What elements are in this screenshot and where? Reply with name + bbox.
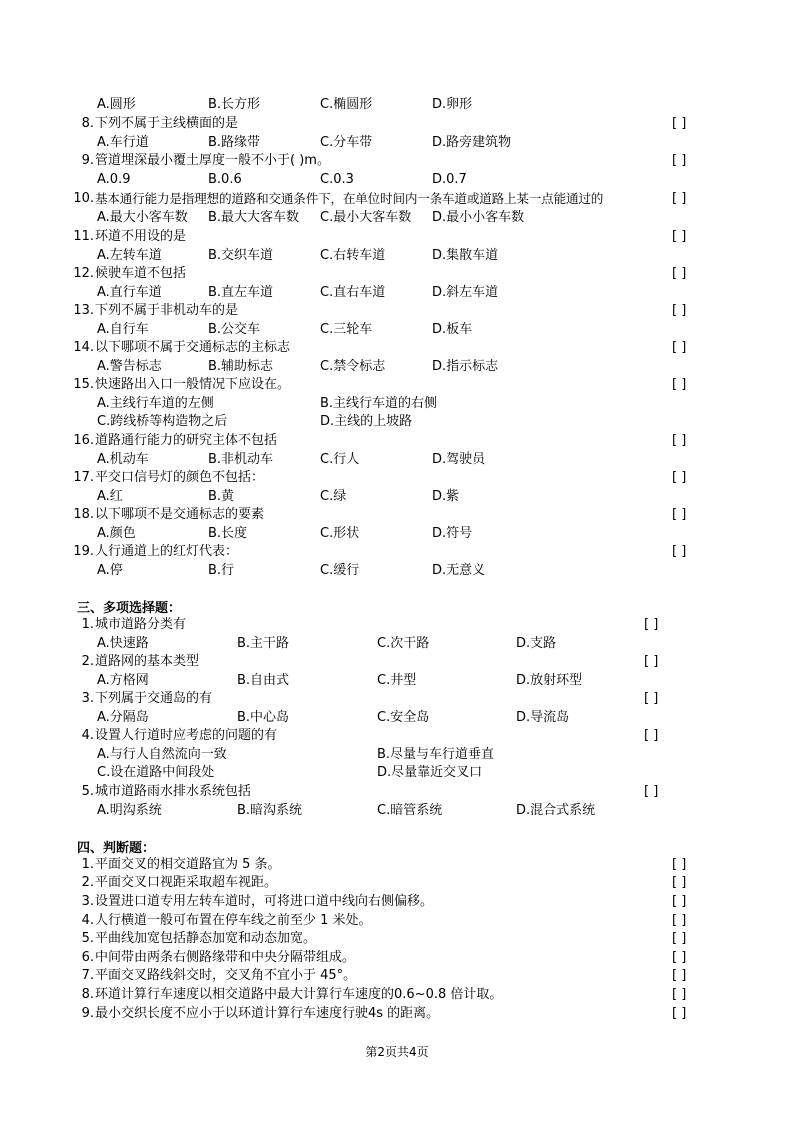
options-row <box>0 209 794 227</box>
option-c: C.直右车道 <box>320 285 386 300</box>
question-number: 3. <box>81 894 94 909</box>
question-text: 管道埋深最小覆土厚度一般不小于( )m。 <box>95 153 330 168</box>
question-text: 候驶车道不包括 <box>95 266 187 281</box>
option-a: A.直行车道 <box>97 285 162 300</box>
question-row <box>0 783 794 801</box>
option-d: D.路旁建筑物 <box>432 135 512 150</box>
question-row <box>0 893 794 911</box>
options-row <box>0 395 794 413</box>
option-c: C.形状 <box>320 526 360 541</box>
question-number: 3. <box>81 691 94 706</box>
question-number: 19. <box>73 544 94 559</box>
options-row <box>0 358 794 376</box>
question-row <box>0 616 794 634</box>
option-c: C.三轮车 <box>320 322 373 337</box>
answer-bracket[interactable]: [ ] <box>672 266 687 281</box>
answer-bracket[interactable]: [ ] <box>672 950 687 965</box>
option-a: A.0.9 <box>97 172 131 187</box>
option-c: C.右转车道 <box>320 248 386 263</box>
question-row <box>0 339 794 357</box>
question-number: 13. <box>73 303 94 318</box>
question-number: 18. <box>73 507 94 522</box>
question-number: 14. <box>73 340 94 355</box>
option-c: C.0.3 <box>320 172 354 187</box>
answer-bracket[interactable]: [ ] <box>672 968 687 983</box>
question-row <box>0 653 794 671</box>
answer-bracket[interactable]: [ ] <box>672 377 687 392</box>
question-text: 快速路出入口一般情况下应设在。 <box>95 377 291 392</box>
question-text: 城市道路分类有 <box>95 617 187 632</box>
question-number: 12. <box>73 266 94 281</box>
question-number: 1. <box>81 617 94 632</box>
option-d: D.混合式系统 <box>516 803 596 818</box>
options-row <box>0 247 794 265</box>
option-b: B.主干路 <box>237 636 290 651</box>
answer-bracket[interactable]: [ ] <box>672 470 687 485</box>
option-b: B.自由式 <box>237 673 290 688</box>
option-a: A.自行车 <box>97 322 149 337</box>
question-text: 平面交叉口视距采取超车视距。 <box>95 875 278 890</box>
option-a: A.明沟系统 <box>97 803 162 818</box>
question-number: 4. <box>81 728 94 743</box>
option-d: D.尽量靠近交叉口 <box>377 765 483 780</box>
answer-bracket[interactable]: [ ] <box>672 913 687 928</box>
question-text: 下列不属于非机动车的是 <box>95 303 239 318</box>
option-a: A.左转车道 <box>97 248 162 263</box>
option-d: D.斜左车道 <box>432 285 499 300</box>
option-d: D.支路 <box>516 636 557 651</box>
option-b: B.公交车 <box>208 322 261 337</box>
options-row <box>0 764 794 782</box>
question-row <box>0 690 794 708</box>
question-number: 9. <box>81 153 94 168</box>
question-text: 环道计算行车速度以相交道路中最大计算行车速度的0.6~0.8 倍计取。 <box>95 987 503 1002</box>
question-row <box>0 986 794 1004</box>
options-row <box>0 746 794 764</box>
option-b: B.交织车道 <box>208 248 274 263</box>
options-row <box>0 134 794 152</box>
answer-bracket[interactable]: [ ] <box>644 654 659 669</box>
option-c: C.禁令标志 <box>320 359 386 374</box>
question-text: 最小交织长度不应小于以环道计算行车速度行驶4s 的距离。 <box>95 1006 440 1021</box>
answer-bracket[interactable]: [ ] <box>672 303 687 318</box>
answer-bracket[interactable]: [ ] <box>672 544 687 559</box>
question-row <box>0 912 794 930</box>
answer-bracket[interactable]: [ ] <box>672 191 687 206</box>
question-text: 设置人行道时应考虑的问题的有 <box>95 728 278 743</box>
question-number: 4. <box>81 913 94 928</box>
page-footer: 第2页共4页 <box>365 1045 429 1059</box>
question-number: 15. <box>73 377 94 392</box>
answer-bracket[interactable]: [ ] <box>672 1006 687 1021</box>
options-row <box>0 488 794 506</box>
answer-bracket[interactable]: [ ] <box>644 728 659 743</box>
question-number: 17. <box>73 470 94 485</box>
option-c: C.安全岛 <box>377 710 430 725</box>
option-d: D.卵形 <box>432 97 473 112</box>
options-row <box>0 525 794 543</box>
question-number: 16. <box>73 433 94 448</box>
question-row <box>0 1005 794 1023</box>
option-a: A.红 <box>97 489 123 504</box>
option-b: B.长度 <box>208 526 248 541</box>
option-c: C.暗管系统 <box>377 803 443 818</box>
question-row <box>0 152 794 170</box>
option-c: C.最小大客车数 <box>320 210 412 225</box>
options-row <box>0 451 794 469</box>
question-row <box>0 302 794 320</box>
answer-bracket[interactable]: [ ] <box>644 691 659 706</box>
question-number: 2. <box>81 875 94 890</box>
question-row <box>0 967 794 985</box>
question-number: 8. <box>81 116 94 131</box>
option-c: C.椭圆形 <box>320 97 373 112</box>
option-c: C.次干路 <box>377 636 430 651</box>
options-row <box>0 171 794 189</box>
option-d: D.0.7 <box>432 172 467 187</box>
options-row <box>0 709 794 727</box>
answer-bracket[interactable]: [ ] <box>672 229 687 244</box>
option-a: A.机动车 <box>97 452 149 467</box>
question-number: 5. <box>81 784 94 799</box>
option-a: A.停 <box>97 563 123 578</box>
question-row <box>0 506 794 524</box>
section-title-true-false: 四、判断题： <box>77 841 156 856</box>
question-text: 城市道路雨水排水系统包括 <box>95 784 252 799</box>
question-text: 以下哪项不是交通标志的要素 <box>95 507 265 522</box>
option-c: C.跨线桥等构造物之后 <box>97 414 228 429</box>
question-number: 1. <box>81 857 94 872</box>
question-row <box>0 930 794 948</box>
question-text: 下列不属于主线横面的是 <box>95 116 239 131</box>
option-a: A.圆形 <box>97 97 136 112</box>
option-a: A.与行人自然流向一致 <box>97 747 227 762</box>
question-text: 设置进口道专用左转车道时，可将进口道中线向右侧偏移。 <box>95 894 434 909</box>
q7-options-row <box>0 96 794 114</box>
option-c: C.井型 <box>377 673 417 688</box>
question-text: 下列属于交通岛的有 <box>95 691 213 706</box>
option-a: A.主线行车道的左侧 <box>97 396 214 411</box>
answer-bracket[interactable]: [ ] <box>672 340 687 355</box>
option-b: B.尽量与车行道垂直 <box>377 747 495 762</box>
option-d: D.无意义 <box>432 563 486 578</box>
question-number: 8. <box>81 987 94 1002</box>
options-row <box>0 562 794 580</box>
option-c: C.设在道路中间段处 <box>97 765 215 780</box>
options-row <box>0 802 794 820</box>
options-row <box>0 413 794 431</box>
option-a: A.车行道 <box>97 135 149 150</box>
question-text: 平曲线加宽包括静态加宽和动态加宽。 <box>95 931 317 946</box>
option-d: D.紫 <box>432 489 460 504</box>
answer-bracket[interactable]: [ ] <box>672 116 687 131</box>
question-number: 2. <box>81 654 94 669</box>
answer-bracket[interactable]: [ ] <box>672 153 687 168</box>
option-b: B.长方形 <box>208 97 261 112</box>
question-row <box>0 949 794 967</box>
question-row <box>0 856 794 874</box>
option-a: A.分隔岛 <box>97 710 149 725</box>
option-c: C.缓行 <box>320 563 360 578</box>
option-b: B.行 <box>208 563 235 578</box>
option-d: D.导流岛 <box>516 710 570 725</box>
option-c: C.分车带 <box>320 135 373 150</box>
question-number: 10. <box>73 191 94 206</box>
option-a: A.最大小客车数 <box>97 210 188 225</box>
option-b: B.中心岛 <box>237 710 290 725</box>
option-d: D.符号 <box>432 526 473 541</box>
question-row <box>0 432 794 450</box>
option-b: B.辅助标志 <box>208 359 274 374</box>
answer-bracket[interactable]: [ ] <box>672 507 687 522</box>
question-number: 6. <box>81 950 94 965</box>
answer-bracket[interactable]: [ ] <box>672 987 687 1002</box>
answer-bracket[interactable]: [ ] <box>672 433 687 448</box>
option-b: B.直左车道 <box>208 285 274 300</box>
option-d: D.驾驶员 <box>432 452 486 467</box>
section-title-multiple-choice: 三、多项选择题： <box>77 601 182 616</box>
question-row <box>0 469 794 487</box>
question-row <box>0 376 794 394</box>
question-text: 平交口信号灯的颜色不包括： <box>95 470 265 485</box>
question-row <box>0 874 794 892</box>
option-c: C.绿 <box>320 489 347 504</box>
question-text: 平面交叉的相交道路宜为 5 条。 <box>95 857 281 872</box>
question-number: 5. <box>81 931 94 946</box>
option-a: A.警告标志 <box>97 359 162 374</box>
option-b: B.非机动车 <box>208 452 274 467</box>
option-b: B.最大大客车数 <box>208 210 300 225</box>
answer-bracket[interactable]: [ ] <box>644 617 659 632</box>
answer-bracket[interactable]: [ ] <box>672 875 687 890</box>
options-row <box>0 321 794 339</box>
question-text: 环道不用设的是 <box>95 229 187 244</box>
answer-bracket[interactable]: [ ] <box>672 894 687 909</box>
option-a: A.颜色 <box>97 526 136 541</box>
option-a: A.方格网 <box>97 673 149 688</box>
option-b: B.黄 <box>208 489 235 504</box>
options-row <box>0 635 794 653</box>
option-b: B.主线行车道的右侧 <box>320 396 438 411</box>
question-row <box>0 115 794 133</box>
question-text: 道路通行能力的研究主体不包括 <box>95 433 278 448</box>
question-text: 道路网的基本类型 <box>95 654 200 669</box>
option-d: D.板车 <box>432 322 473 337</box>
option-b: B.暗沟系统 <box>237 803 303 818</box>
question-row <box>0 228 794 246</box>
option-b: B.路缘带 <box>208 135 261 150</box>
option-c: C.行人 <box>320 452 360 467</box>
answer-bracket[interactable]: [ ] <box>644 784 659 799</box>
option-d: D.最小小客车数 <box>432 210 525 225</box>
question-text: 以下哪项不属于交通标志的主标志 <box>95 340 291 355</box>
question-text: 中间带由两条右侧路缘带和中央分隔带组成。 <box>95 950 356 965</box>
question-number: 11. <box>73 229 94 244</box>
option-d: D.指示标志 <box>432 359 499 374</box>
question-text: 人行通道上的红灯代表： <box>95 544 239 559</box>
answer-bracket[interactable]: [ ] <box>672 857 687 872</box>
question-number: 9. <box>81 1006 94 1021</box>
option-b: B.0.6 <box>208 172 242 187</box>
options-row <box>0 672 794 690</box>
option-d: D.主线的上坡路 <box>320 414 413 429</box>
question-row <box>0 727 794 745</box>
answer-bracket[interactable]: [ ] <box>672 931 687 946</box>
question-text: 人行横道一般可布置在停车线之前至少 1 米处。 <box>95 913 372 928</box>
option-d: D.集散车道 <box>432 248 499 263</box>
option-d: D.放射环型 <box>516 673 583 688</box>
option-a: A.快速路 <box>97 636 149 651</box>
options-row <box>0 284 794 302</box>
question-number: 7. <box>81 968 94 983</box>
question-text: 基本通行能力是指理想的道路和交通条件下，在单位时间内一条车道或道路上某一点能通过的 <box>95 191 604 206</box>
question-row <box>0 265 794 283</box>
question-row <box>0 543 794 561</box>
question-row <box>0 190 794 208</box>
question-text: 平面交叉路线斜交时，交叉角不宜小于 45°。 <box>95 968 357 983</box>
